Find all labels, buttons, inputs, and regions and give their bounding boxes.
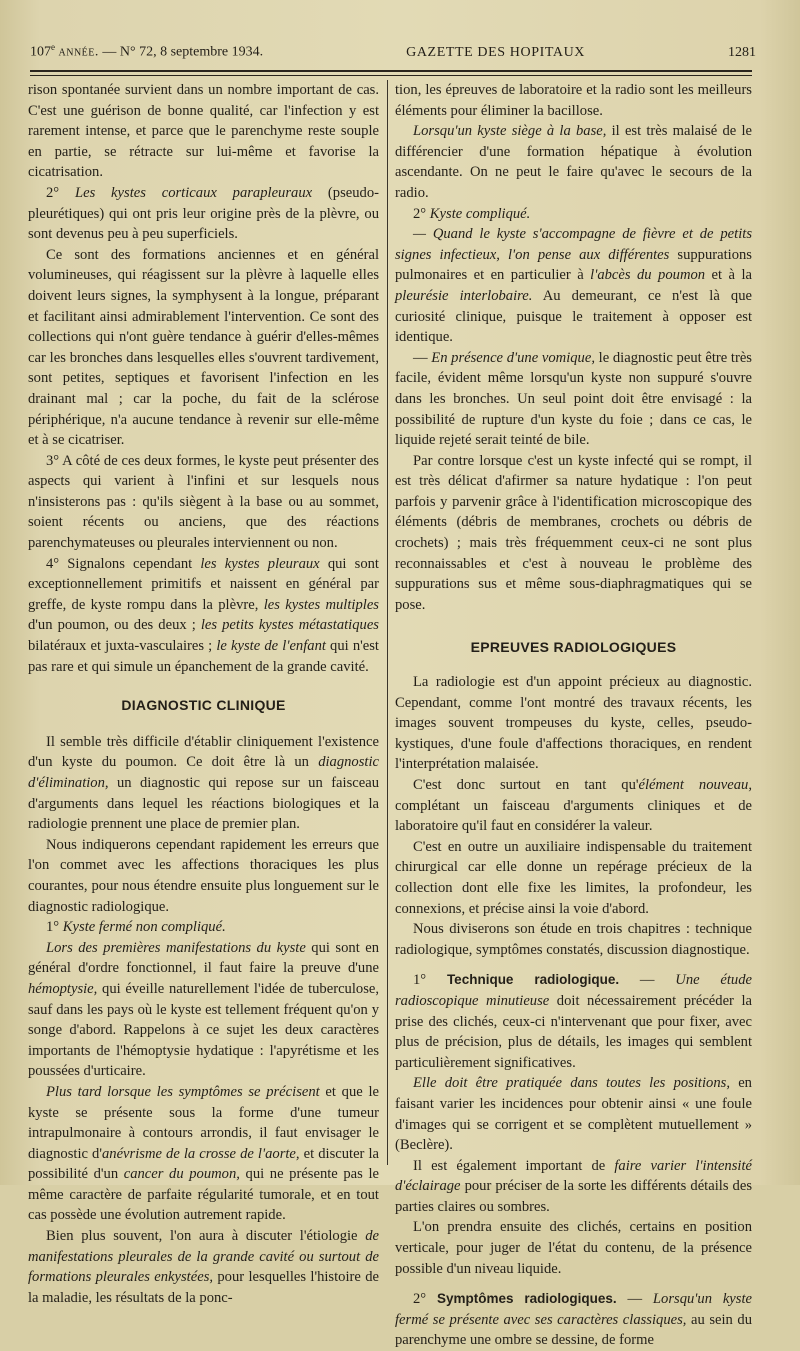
left-column — [28, 80, 379, 1308]
paragraph: Il est également important de faire varier l'intensité d'éclairage pour préciser de la sorte les différents détails des parties claires ou sombres. — [395, 1157, 752, 1215]
header-rule-thin — [30, 75, 752, 76]
paragraph: 3° A côté de ces deux formes, le kyste peut présenter des aspects qui varient à l'infini et sur lesquels nous n'insisterons pas : qu'ils siègent à la base ou au sommet, soient récents ou anciens, que des réactions parenchymateuses ou pleurales interviennent ou non. — [28, 452, 379, 552]
paragraph: Nous diviserons son étude en trois chapitres : technique radiologique, symptômes constatés, discussion diagnostique. — [395, 921, 752, 958]
paragraph: 4° Signalons cependant les kystes pleuraux qui sont exceptionnellement primitifs et naissent en général par greffe, de kyste rompu dans la plèvre, les kystes multiples d'un poumon, ou des deux ; les petits kystes métastatiques bilatéraux et juxta-vasculaires ; le kyste de l'enfant qui n'est pas rare et qui simule un épanchement de la grande cavité. — [28, 555, 379, 675]
paragraph: C'est donc surtout en tant qu'élément nouveau, complétant un faisceau d'arguments cliniques et de laboratoire qu'il faut en considérer la valeur. — [395, 777, 752, 835]
section-heading: EPREUVES RADIOLOGIQUES — [470, 639, 677, 656]
paragraph: 2° Symptômes radiologiques. — Lorsqu'un kyste fermé se présente avec ses caractères classiques, au sein du parenchyme une ombre se dessine, de forme — [395, 1291, 752, 1349]
paragraph: Bien plus souvent, l'on aura à discuter l'étiologie de manifestations pleurales de la grande cavité ou surtout de formations pleurales enkystées, pour lesquelles l'histoire de la maladie, les résultats de la ponc- — [28, 1228, 379, 1306]
right-column — [395, 80, 752, 1351]
paragraph: 1° Kyste fermé non compliqué. — [46, 919, 226, 936]
paragraph: La radiologie est d'un appoint précieux au diagnostic. Cependant, comme l'ont montré des travaux récents, les images souvent trompeuses du kyste, celles, pseudo-kystiques, d'une foule d'affections thoraciques, en rendent l'interprétation malaisée. — [395, 674, 752, 773]
journal-title: GAZETTE DES HOPITAUX — [406, 44, 585, 60]
page-header — [30, 42, 756, 64]
paragraph: 2° Les kystes corticaux parapleuraux (pseudo-pleurétiques) qui ont pris leur origine près de la plèvre, ou sont devenus peu à peu superficiels. — [28, 184, 379, 243]
paragraph: 1° Technique radiologique. — Une étude radioscopique minutieuse doit nécessairement précéder la prise des clichés, ceux-ci n'intervenant que pour fixer, avec plus de précision, plus de détails, les images qui semblent particulièrement significatives. — [395, 972, 752, 1071]
paragraph: — Quand le kyste s'accompagne de fièvre et de petits signes infectieux, l'on pense aux différentes suppurations pulmonaires et en particulier à l'abcès du poumon et à la pleurésie interlobaire. Au demeurant, ce n'est là que curiosité clinique, puisque le traitement à opposer est identique. — [395, 226, 752, 346]
issue-info: 107e année. — N° 72, 8 septembre 1934. — [30, 42, 264, 60]
section-heading: DIAGNOSTIC CLINIQUE — [121, 697, 286, 714]
paragraph: tion, les épreuves de laboratoire et la radio sont les meilleurs éléments pour éliminer la bacillose. — [395, 82, 752, 119]
paragraph: 2° Kyste compliqué. — [413, 205, 531, 222]
paragraph: L'on prendra ensuite des clichés, certains en position verticale, pour juger de l'état du contenu, de la présence possible d'un niveau liquide. — [395, 1219, 752, 1277]
paragraph: Il semble très difficile d'établir cliniquement l'existence d'un kyste du poumon. Ce doit être là un diagnostic d'élimination, un diagnostic qui repose sur un faisceau d'arguments dans lequel les réactions biologiques et la radiologie prennent une place de premier plan. — [28, 733, 379, 833]
paragraph: rison spontanée survient dans un nombre important de cas. C'est une guérison de bonne qualité, car l'infection y est rarement intense, et parce que le parenchyme reste souple en partie, se rétracte sur lui-même et favorise la cicatrisation. — [28, 82, 379, 181]
paragraph: Par contre lorsque c'est un kyste infecté qui se rompt, il est très délicat d'afirmer sa nature hydatique : l'on peut parfois y parvenir grâce à l'identification microscopique des éléments (débris de membranes, crochets ou débris de crochets) ; mais très fréquemment ceux-ci ne sont plus reconnaissables et c'est à nouveau le problème des suppurations sus et même sous-diaphragmatiques qui se pose. — [395, 452, 752, 613]
paragraph: Plus tard lorsque les symptômes se précisent et que le kyste se présente sous la forme d'une tumeur intrapulmonaire à contours arrondis, il faut envisager le diagnostic d'anévrisme de la crosse de l'aorte, et discuter la possibilité d'un cancer du poumon, qui ne présente pas le même caractère de parfaite régularité tumorale, et en tout cas possède une évolution autrement rapide. — [28, 1083, 380, 1224]
paragraph: Nous indiquerons cependant rapidement les erreurs que l'on commet avec les affections thoraciques les plus courantes, pour nous étendre ensuite plus longuement sur le diagnostic radiologique. — [28, 836, 379, 915]
paragraph: C'est en outre un auxiliaire indispensable du traitement chirurgical car elle donne un repérage précieux de la collection dont elle fixe les limites, la profondeur, les connexions, et précise ainsi la voie d'abord. — [395, 838, 752, 917]
paragraph: — En présence d'une vomique, le diagnostic peut être très facile, évident même lorsqu'un kyste non suppuré s'ouvre dans les bronches. Un seul point doit être envisagé : la possibilité de rupture d'un kyste du foie ; dans ce cas, le liquide rejeté serait teinté de bile. — [395, 349, 752, 449]
header-rule — [30, 70, 752, 72]
paragraph: Lors des premières manifestations du kyste qui sont en général d'ordre fonctionnel, il faut faire la preuve d'une hémoptysie, qui éveille naturellement l'idée de tuberculose, sauf dans les pays où le kyste est tellement fréquent qu'on y songe d'abord. Rappelons à ce sujet les deux caractères importants de l'hémoptysie hydatique : l'apyrétisme et les poussées d'urticaire. — [28, 939, 380, 1080]
page-number: 1281 — [728, 44, 756, 60]
paragraph: Ce sont des formations anciennes et en général volumineuses, qui réagissent sur la plèvre à laquelle elles doivent leurs signes, la symphysent à la longue, préparant et facilitant ainsi admirablement l'intervention. Ce sont des collections qui n'ont guère tendance à guérir d'elles-mêmes car les bronches dans lesquelles elles s'ouvrent tardivement, sont petites, septiques et favorisent l'infection en les drainant mal ; car la poche, du fait de la sclérose périphérique, n'a aucune tendance à revenir sur elle-même et à se cicatriser. — [28, 246, 379, 449]
paragraph: Lorsqu'un kyste siège à la base, il est très malaisé de le différencier d'une formation hépatique à évolution ascendante. On ne peut le faire qu'avec le secours de la radio. — [395, 123, 752, 201]
paragraph: Elle doit être pratiquée dans toutes les positions, en faisant varier les incidences pour obtenir ainsi « une foule d'images qui se corrigent et se complètent mutuellement » (Beclère). — [395, 1075, 752, 1154]
column-divider — [387, 80, 388, 1165]
